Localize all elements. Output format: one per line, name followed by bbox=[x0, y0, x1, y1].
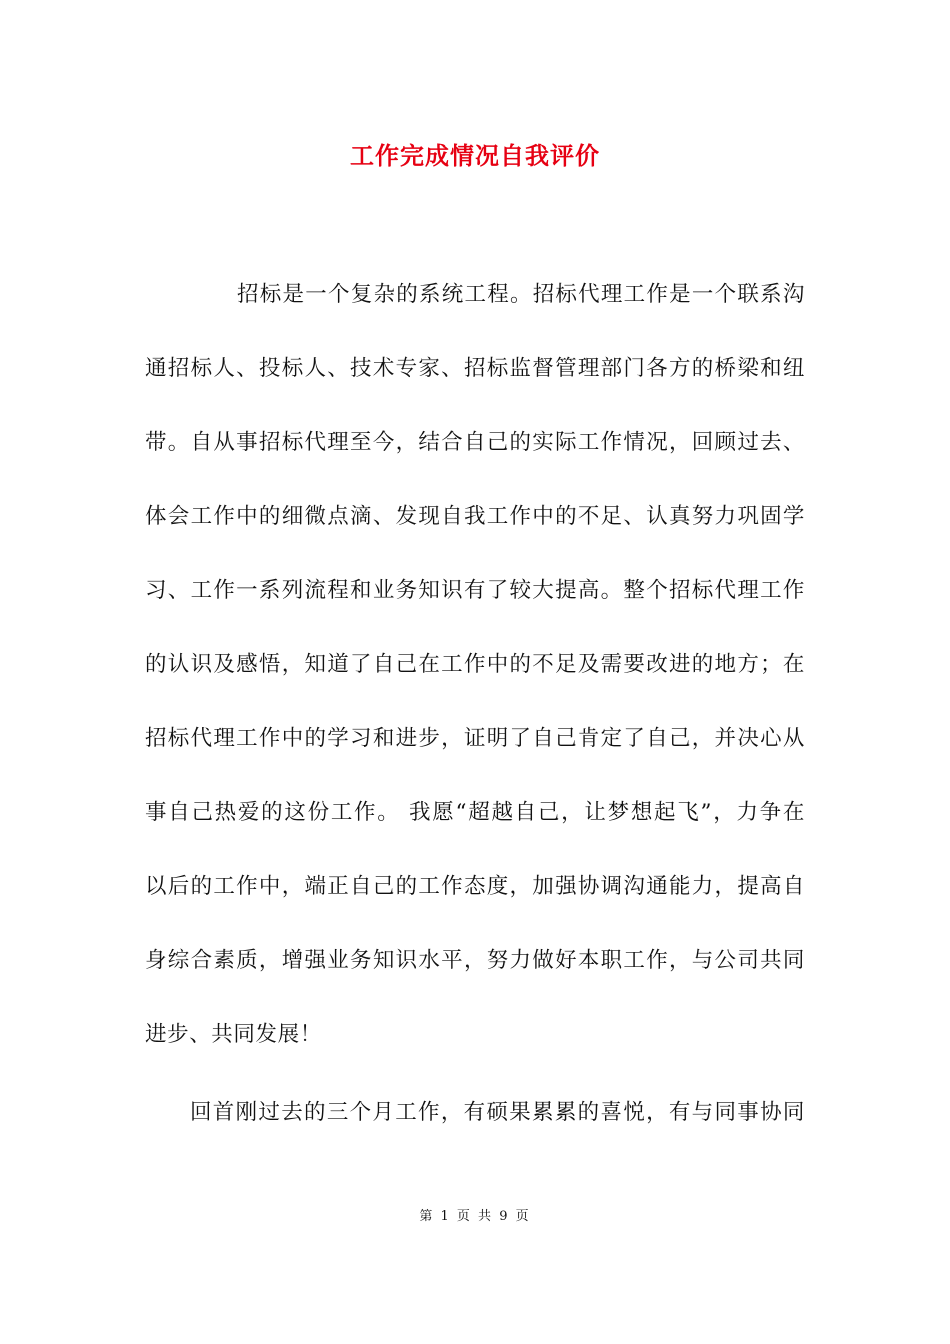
body-line-11: 进步、共同发展！ bbox=[145, 1022, 322, 1047]
body-line-2: 通招标人、投标人、技术专家、招标监督管理部门各方的桥梁和纽 bbox=[145, 356, 805, 381]
page-title: 工作完成情况自我评价 bbox=[350, 141, 600, 170]
page-footer: 第 1 页 共 9 页 bbox=[419, 1209, 531, 1224]
body-line-9: 以后的工作中，端正自己的工作态度，加强协调沟通能力，提高自 bbox=[145, 874, 805, 899]
body-line-12: 回首刚过去的三个月工作，有硕果累累的喜悦，有与同事协同 bbox=[190, 1100, 805, 1125]
body-line-6: 的认识及感悟，知道了自己在工作中的不足及需要改进的地方；在 bbox=[145, 652, 805, 677]
body-line-8: 事自己热爱的这份工作。 我愿“超越自己，让梦想起飞”，力争在 bbox=[145, 800, 805, 825]
body-line-1: 招标是一个复杂的系统工程。招标代理工作是一个联系沟 bbox=[237, 282, 805, 307]
body-line-4: 体会工作中的细微点滴、发现自我工作中的不足、认真努力巩固学 bbox=[145, 504, 805, 529]
body-line-7: 招标代理工作中的学习和进步，证明了自己肯定了自己，并决心从 bbox=[145, 726, 805, 751]
body-line-3: 带。自从事招标代理至今，结合自己的实际工作情况，回顾过去、 bbox=[145, 430, 805, 455]
body-line-10: 身综合素质，增强业务知识水平，努力做好本职工作，与公司共同 bbox=[145, 948, 805, 973]
body-line-5: 习、工作一系列流程和业务知识有了较大提高。整个招标代理工作 bbox=[145, 578, 805, 603]
